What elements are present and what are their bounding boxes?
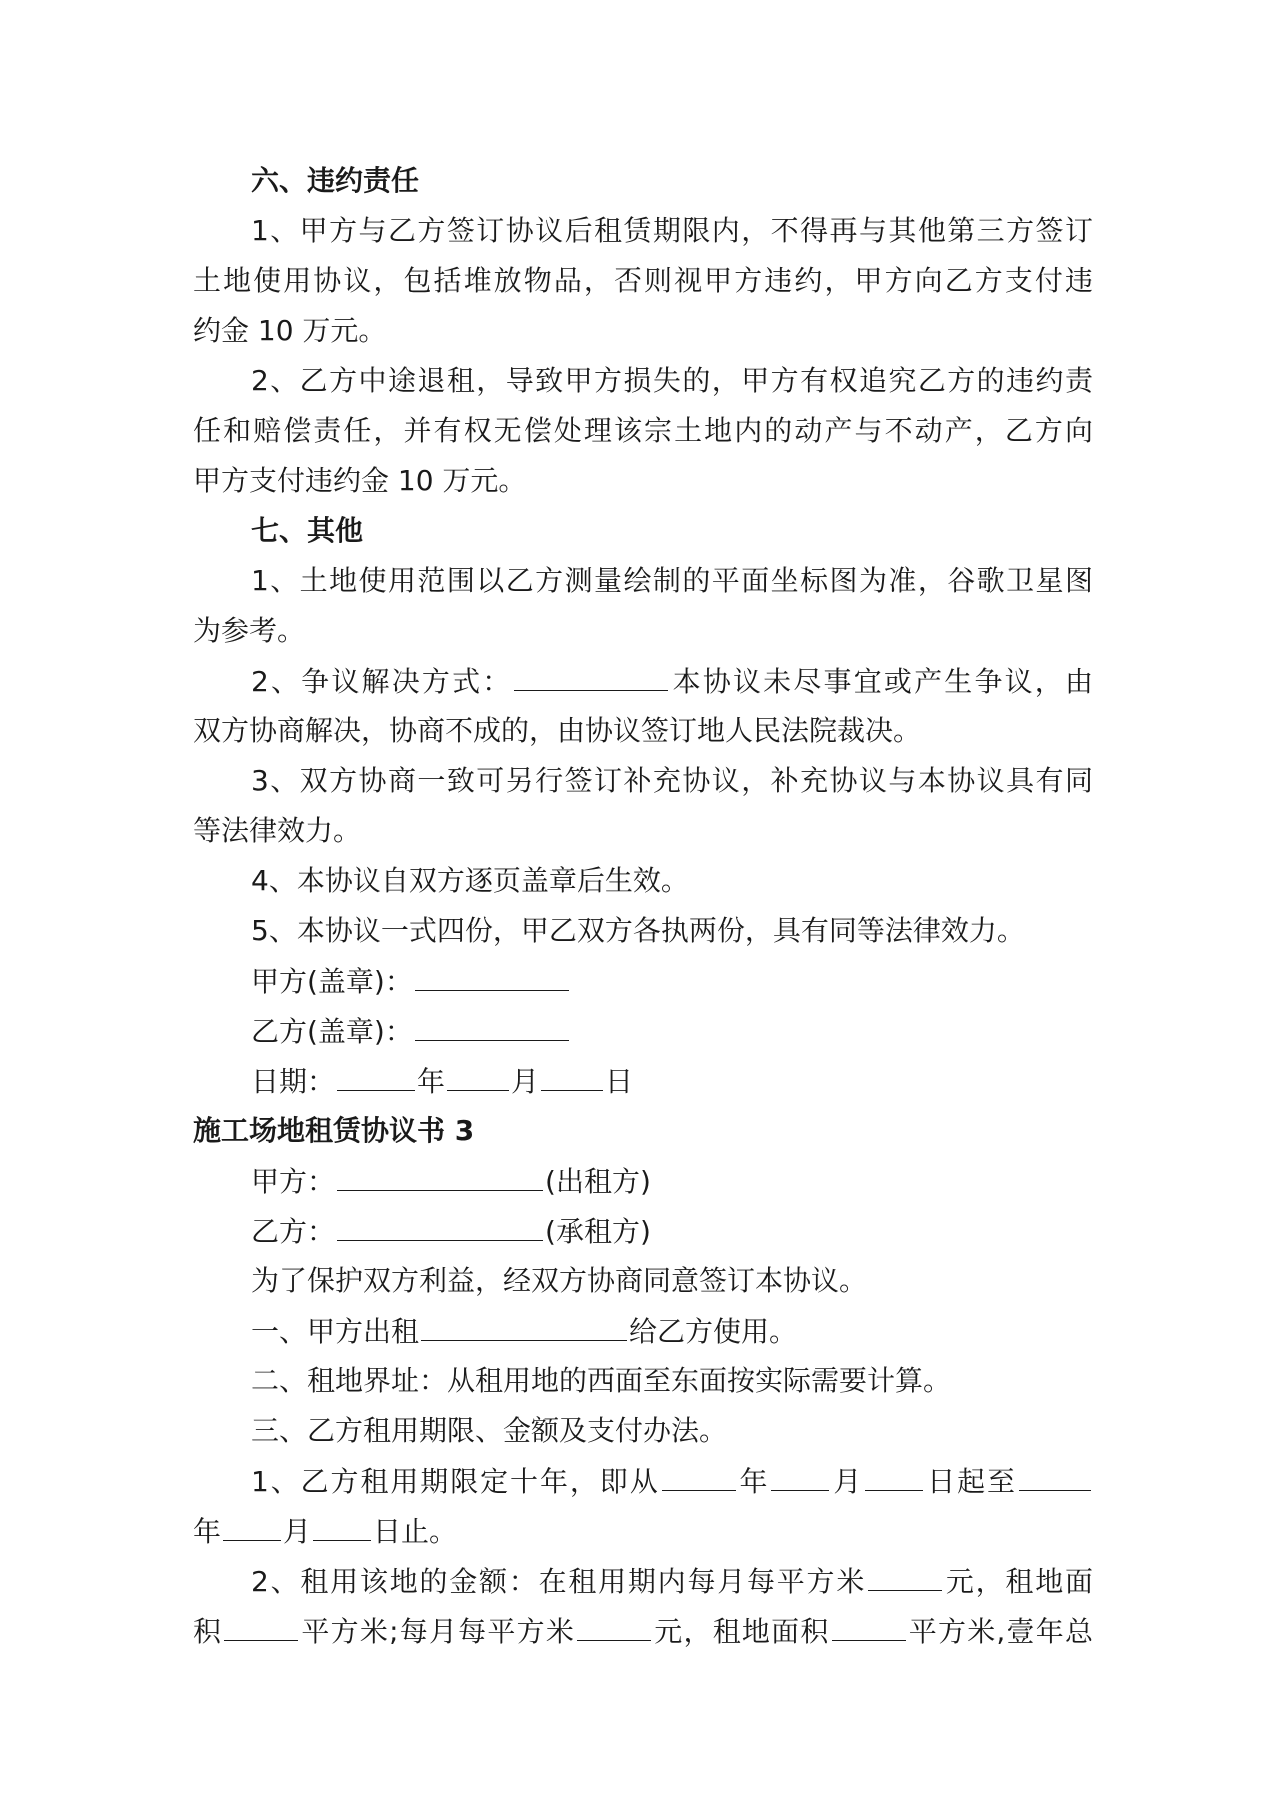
end-day-blank[interactable]	[313, 1506, 371, 1541]
paragraph-3-2-line-1	[193, 1556, 1093, 1606]
paragraph-7-4: 4、本协议自双方逐页盖章后生效。	[251, 864, 689, 897]
paragraph-7-5: 5、本协议一式四份，甲乙双方各执两份，具有同等法律效力。	[251, 914, 1025, 947]
end-year-blank[interactable]	[1019, 1456, 1091, 1491]
party-b-line	[193, 1206, 1093, 1256]
party-b-role: (承租方)	[545, 1215, 651, 1248]
start-day-blank[interactable]	[865, 1456, 923, 1491]
term-label: 1、乙方租用期限定十年，即从	[251, 1465, 660, 1498]
document-3-title: 施工场地租赁协议书 3	[193, 1114, 475, 1147]
item-1-text: 给乙方使用。	[629, 1315, 798, 1348]
area-blank-1[interactable]	[224, 1606, 298, 1641]
party-a-blank[interactable]	[337, 1156, 543, 1191]
paragraph-6-2-line-2: 任和赔偿责任，并有权无偿处理该宗土地内的动产与不动产，乙方向	[193, 414, 1093, 447]
paragraph-7-1-line-2: 为参考。	[193, 614, 306, 647]
date-month-blank[interactable]	[447, 1056, 509, 1091]
dispute-label: 2、争议解决方式：	[251, 665, 513, 698]
date-year-blank[interactable]	[337, 1056, 415, 1091]
paragraph-6-1-line-1: 1、甲方与乙方签订协议后租赁期限内，不得再与其他第三方签订	[251, 214, 1093, 247]
area-blank-2[interactable]	[832, 1606, 906, 1641]
signature-party-b	[193, 1006, 1093, 1056]
paragraph-7-3-line-1: 3、双方协商一致可另行签订补充协议，补充协议与本协议具有同	[251, 764, 1093, 797]
end-month-label: 月	[283, 1515, 312, 1548]
rent-price-blank-2[interactable]	[577, 1606, 651, 1641]
item-1	[193, 1306, 1093, 1356]
signature-party-a-blank[interactable]	[415, 956, 569, 991]
item-3: 三、乙方租用期限、金额及支付办法。	[251, 1414, 728, 1447]
date-day-label: 日	[605, 1065, 634, 1098]
rent-label: 2、租用该地的金额：在租用期内每月每平方米	[251, 1565, 867, 1598]
start-year-blank[interactable]	[662, 1456, 736, 1491]
section-heading-6: 六、违约责任	[251, 164, 420, 197]
party-a-role: (出租方)	[545, 1165, 651, 1198]
signature-party-a	[193, 956, 1093, 1006]
end-year-label: 年	[193, 1515, 222, 1548]
end-month-blank[interactable]	[223, 1506, 281, 1541]
date-month-label: 月	[511, 1065, 540, 1098]
party-b-label: 乙方：	[251, 1215, 336, 1248]
item-1-blank[interactable]	[421, 1306, 627, 1341]
start-month-label: 月	[831, 1465, 864, 1498]
start-year-label: 年	[737, 1465, 770, 1498]
intro-paragraph: 为了保护双方利益，经双方协商同意签订本协议。	[251, 1264, 868, 1297]
area-unit-text-1: 平方米;每月每平方米	[300, 1615, 576, 1648]
paragraph-7-2-line-1	[193, 656, 1093, 706]
area-text-2: 元，租地面积	[653, 1615, 830, 1648]
start-day-text: 日起至	[925, 1465, 1017, 1498]
signature-party-b-blank[interactable]	[415, 1006, 569, 1041]
paragraph-6-1-line-2: 土地使用协议，包括堆放物品，否则视甲方违约，甲方向乙方支付违	[193, 264, 1093, 297]
paragraph-7-1-line-1: 1、土地使用范围以乙方测量绘制的平面坐标图为准，谷歌卫星图	[251, 564, 1093, 597]
dispute-method-blank[interactable]	[514, 656, 668, 691]
dispute-text: 本协议未尽事宜或产生争议，由	[670, 665, 1093, 698]
paragraph-3-1-line-1	[193, 1456, 1093, 1506]
party-a-line	[193, 1156, 1093, 1206]
start-month-blank[interactable]	[771, 1456, 829, 1491]
paragraph-7-2-line-2: 双方协商解决，协商不成的，由协议签订地人民法院裁决。	[193, 714, 922, 747]
section-heading-7: 七、其他	[251, 514, 364, 547]
paragraph-7-3-line-2: 等法律效力。	[193, 814, 362, 847]
paragraph-3-1-line-2	[193, 1506, 1093, 1556]
party-a-label: 甲方：	[251, 1165, 336, 1198]
paragraph-6-2-line-1: 2、乙方中途退租，导致甲方损失的，甲方有权追究乙方的违约责	[251, 364, 1093, 397]
paragraph-6-1-line-3: 约金 10 万元。	[193, 314, 387, 347]
signature-party-b-label: 乙方(盖章)：	[251, 1015, 413, 1048]
date-day-blank[interactable]	[541, 1056, 603, 1091]
date-label: 日期：	[251, 1065, 336, 1098]
paragraph-6-2-line-3: 甲方支付违约金 10 万元。	[193, 464, 527, 497]
date-year-label: 年	[417, 1065, 446, 1098]
paragraph-3-2-line-2	[193, 1606, 1093, 1656]
end-day-text: 日止。	[373, 1515, 458, 1548]
item-1-label: 一、甲方出租	[251, 1315, 420, 1348]
signature-party-a-label: 甲方(盖章)：	[251, 965, 413, 998]
party-b-blank[interactable]	[337, 1206, 543, 1241]
rent-price-blank[interactable]	[868, 1556, 942, 1591]
area-label: 积	[193, 1615, 223, 1648]
document-body	[193, 156, 1093, 1656]
signature-date	[193, 1056, 1093, 1106]
rent-unit-text: 元，租地面	[944, 1565, 1093, 1598]
item-2: 二、租地界址：从租用地的西面至东面按实际需要计算。	[251, 1364, 952, 1397]
area-unit-text-2: 平方米,壹年总	[907, 1615, 1093, 1648]
